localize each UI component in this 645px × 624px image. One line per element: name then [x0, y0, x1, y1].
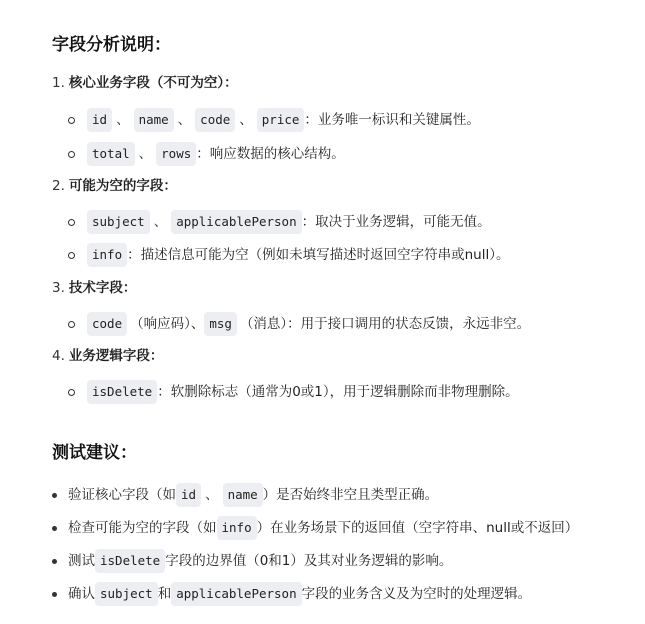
section-heading-test-suggestions: 测试建议：: [52, 443, 137, 463]
sub-item-info-field: [68, 243, 509, 267]
list-item-title: 技术字段：: [68, 280, 137, 296]
solid-bullet-icon: [52, 592, 57, 597]
sub-item-text: （消息）：用于接口调用的状态反馈，永远非空。: [239, 316, 531, 332]
hollow-bullet-icon: [68, 219, 75, 226]
solid-bullet-icon: [52, 493, 57, 498]
code-total: total: [87, 142, 135, 166]
code-code: code: [87, 312, 127, 336]
bullet-text: 验证核心字段（如: [68, 487, 176, 503]
separator: 、: [153, 214, 168, 230]
code-applicable-person: applicablePerson: [171, 582, 301, 606]
bullet-item-1: [52, 483, 438, 507]
code-rows: rows: [156, 142, 196, 166]
hollow-bullet-icon: [68, 389, 75, 396]
sub-item-technical-fields: [68, 312, 530, 336]
sub-item-text: ：响应数据的核心结构。: [196, 146, 345, 162]
list-item-2: [52, 175, 177, 197]
list-number: 2.: [52, 178, 65, 194]
code-name: name: [223, 483, 263, 507]
bullet-item-2: [52, 516, 578, 540]
solid-bullet-icon: [52, 559, 57, 564]
bullet-text: 测试: [68, 553, 95, 569]
separator: 、: [177, 112, 192, 128]
separator: 、: [116, 112, 130, 128]
sub-item-core-structure: [68, 142, 345, 166]
code-is-delete: isDelete: [95, 549, 165, 573]
sub-item-text: ：取决于业务逻辑，可能无值。: [301, 214, 491, 230]
separator: 、: [205, 487, 219, 503]
sub-item-text: （响应码）、: [130, 316, 205, 332]
bullet-text: 检查可能为空的字段（如: [68, 520, 217, 536]
list-item-3: [52, 277, 136, 299]
list-item-title: 业务逻辑字段：: [68, 348, 164, 364]
list-number: 4.: [52, 348, 65, 364]
code-name: name: [134, 108, 174, 132]
bullet-text: 和: [157, 586, 172, 602]
separator: 、: [239, 112, 253, 128]
sub-item-text: ：业务唯一标识和关键属性。: [304, 112, 480, 128]
code-price: price: [257, 108, 305, 132]
sub-item-text: ：软删除标志（通常为0或1），用于逻辑删除而非物理删除。: [157, 384, 519, 400]
bullet-item-4: [52, 582, 531, 606]
code-msg: msg: [204, 312, 237, 336]
list-item-1: [52, 72, 238, 94]
bullet-text: 字段的业务含义及为空时的处理逻辑。: [301, 586, 532, 602]
bullet-text: ）是否始终非空且类型正确。: [262, 487, 439, 503]
hollow-bullet-icon: [68, 151, 75, 158]
code-subject: subject: [87, 210, 150, 234]
list-number: 3.: [52, 280, 65, 296]
list-item-title: 可能为空的字段：: [68, 178, 177, 194]
bullet-text: 确认: [68, 586, 95, 602]
sub-item-core-fields: [68, 108, 480, 132]
hollow-bullet-icon: [68, 321, 75, 328]
hollow-bullet-icon: [68, 117, 75, 124]
list-item-title: 核心业务字段（不可为空）：: [68, 75, 238, 91]
bullet-text: 字段的边界值（0和1）及其对业务逻辑的影响。: [165, 553, 453, 569]
code-info: info: [87, 243, 127, 267]
code-is-delete: isDelete: [87, 380, 157, 404]
code-applicable-person: applicablePerson: [171, 210, 301, 234]
code-info: info: [217, 516, 257, 540]
list-item-4: [52, 345, 163, 367]
list-number: 1.: [52, 75, 65, 91]
separator: 、: [138, 146, 153, 162]
code-id: id: [176, 483, 201, 507]
code-code: code: [195, 108, 235, 132]
sub-item-nullable-fields: [68, 210, 491, 234]
sub-item-logic-field: [68, 380, 519, 404]
section-heading-field-analysis: 字段分析说明：: [52, 35, 171, 55]
bullet-text: ）在业务场景下的返回值（空字符串、null或不返回）: [256, 520, 579, 536]
bullet-item-3: [52, 549, 452, 573]
code-subject: subject: [95, 582, 158, 606]
sub-item-text: ：描述信息可能为空（例如未填写描述时返回空字符串或null）。: [127, 247, 510, 263]
solid-bullet-icon: [52, 526, 57, 531]
hollow-bullet-icon: [68, 252, 75, 259]
code-id: id: [87, 108, 112, 132]
